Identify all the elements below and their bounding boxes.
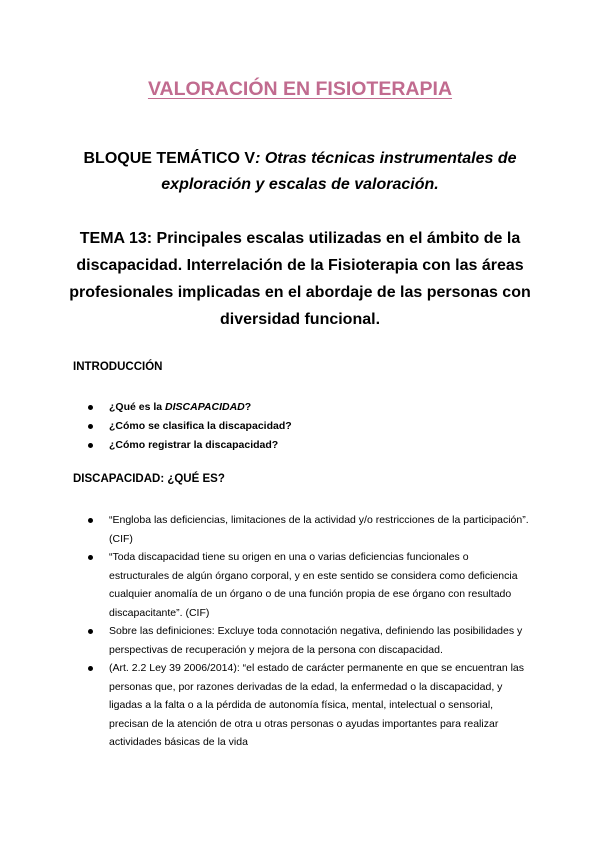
list-item <box>83 398 523 417</box>
bloque-text: : Otras técnicas instrumentales de exploración y escalas de valoración. <box>161 150 517 193</box>
document-title: VALORACIÓN EN FISIOTERAPIA <box>147 78 453 100</box>
list-item: “Engloba las deficiencias, limitaciones de la actividad y/o restricciones de la participación”. (CIF) <box>83 511 530 548</box>
introduccion-heading: INTRODUCCIÓN <box>73 361 163 373</box>
bloque-tematico <box>70 146 530 198</box>
list-item-text: ¿Cómo se clasifica la discapacidad? <box>109 420 292 432</box>
list-item-text: ? <box>244 401 252 413</box>
bloque-prefix: BLOQUE TEMÁTICO V <box>83 150 256 167</box>
list-item-text: ¿Cómo registrar la discapacidad? <box>109 439 279 451</box>
list-item: (Art. 2.2 Ley 39 2006/2014): “el estado de carácter permanente en que se encuentran las personas que, por razones derivadas de la edad, la enfermedad o la discapacidad, y ligadas a la falta o a la pérdida de autonomía física, mental, intelectual o sensorial, precisan de la atención de otra u otras personas o ayudas importantes para realizar actividades básicas de la vida <box>83 659 530 752</box>
introduccion-list <box>83 398 523 455</box>
list-item-italic: DISCAPACIDAD <box>165 401 245 413</box>
list-item: “Toda discapacidad tiene su origen en una o varias deficiencias funcionales o estructurales de algún órgano corporal, y en este sentido se considera como deficiencia cualquier anomalía de un órgano o de una función propia de ese órgano con resultado discapacitante”. (CIF) <box>83 548 530 622</box>
tema-heading: TEMA 13: Principales escalas utilizadas en el ámbito de la discapacidad. Interrelación de la Fisioterapia con las áreas profesionales implicadas en el abordaje de las personas con diversidad funcional. <box>69 230 531 328</box>
list-item <box>83 417 523 436</box>
discapacidad-heading: DISCAPACIDAD: ¿QUÉ ES? <box>73 473 225 485</box>
discapacidad-list <box>83 511 530 752</box>
list-item <box>83 436 523 455</box>
list-item: Sobre las definiciones: Excluye toda connotación negativa, definiendo las posibilidades y perspectivas de recuperación y mejora de la persona con discapacidad. <box>83 622 530 659</box>
list-item-text: ¿Qué es la <box>109 401 166 413</box>
